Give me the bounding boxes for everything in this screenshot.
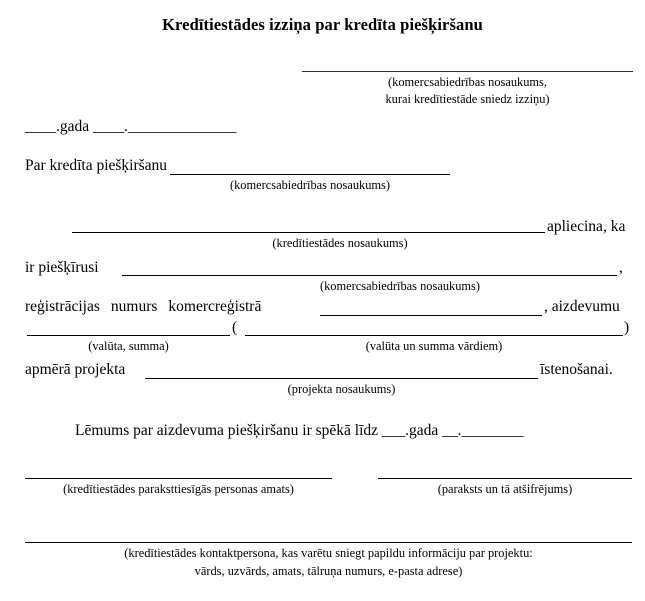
project-tail: īstenošanai. xyxy=(540,361,613,378)
decision-validity-line[interactable]: Lēmums par aizdevuma piešķiršanu ir spēkā līdz ___.gada __.________ xyxy=(75,422,524,439)
amount-numeric-fill-rule[interactable] xyxy=(27,335,230,336)
signature-rule-right[interactable] xyxy=(378,478,632,479)
granted-caption: (komercsabiedrības nosaukums) xyxy=(319,279,480,293)
project-label: apmērā projekta xyxy=(25,361,126,378)
contact-rule[interactable] xyxy=(25,542,632,543)
subject-fill-rule[interactable] xyxy=(170,174,450,175)
register-word-2: numurs xyxy=(110,298,158,315)
granted-label: ir piešķīrusi xyxy=(25,259,99,276)
subject-label: Par kredīta piešķiršanu xyxy=(25,157,168,174)
header-fill-rule[interactable] xyxy=(302,71,633,72)
register-word-3: komercreģistrā xyxy=(168,298,262,315)
subject-caption: (komercsabiedrības nosaukums) xyxy=(229,178,390,192)
amount-words-fill-rule[interactable] xyxy=(245,335,623,336)
register-line xyxy=(25,299,261,315)
signature-rule-left[interactable] xyxy=(25,478,332,479)
amount-close-paren: ) xyxy=(624,319,630,336)
project-caption: (projekta nosaukums) xyxy=(287,382,396,396)
header-caption-line2: kurai kredītiestāde sniedz izziņu) xyxy=(385,92,550,106)
borrower-name-fill-rule[interactable] xyxy=(122,275,617,276)
register-word-1: reģistrācijas xyxy=(25,298,100,315)
signature-caption-left: (kredītiestādes paraksttiesīgās personas amats) xyxy=(63,482,294,496)
contact-caption-line1: (kredītiestādes kontaktpersona, kas varētu sniegt papildu informāciju par projektu: xyxy=(124,546,533,560)
signature-caption-right: (paraksts un tā atšifrējums) xyxy=(437,482,573,496)
register-number-fill-rule[interactable] xyxy=(320,315,542,316)
contact-caption-line2: vārds, uzvārds, amats, tālruņa numurs, e-pasta adrese) xyxy=(194,564,463,578)
project-name-fill-rule[interactable] xyxy=(145,378,538,379)
granted-comma: , xyxy=(619,259,623,276)
creditor-name-fill-rule[interactable] xyxy=(72,232,545,233)
date-line[interactable]: ____.gada ____.______________ xyxy=(25,118,237,135)
certify-tail: apliecina, ka xyxy=(547,218,626,235)
page-title: Kredītiestādes izziņa par kredīta piešķiršanu xyxy=(162,15,483,34)
register-tail: , aizdevumu xyxy=(544,298,620,315)
amount-open-paren: ( xyxy=(232,319,238,336)
certify-caption: (kredītiestādes nosaukums) xyxy=(272,236,408,250)
amount-caption-left: (valūta, summa) xyxy=(88,339,169,353)
header-caption-line1: (komercsabiedrības nosaukums, xyxy=(388,75,547,89)
amount-caption-right: (valūta un summa vārdiem) xyxy=(365,339,503,353)
